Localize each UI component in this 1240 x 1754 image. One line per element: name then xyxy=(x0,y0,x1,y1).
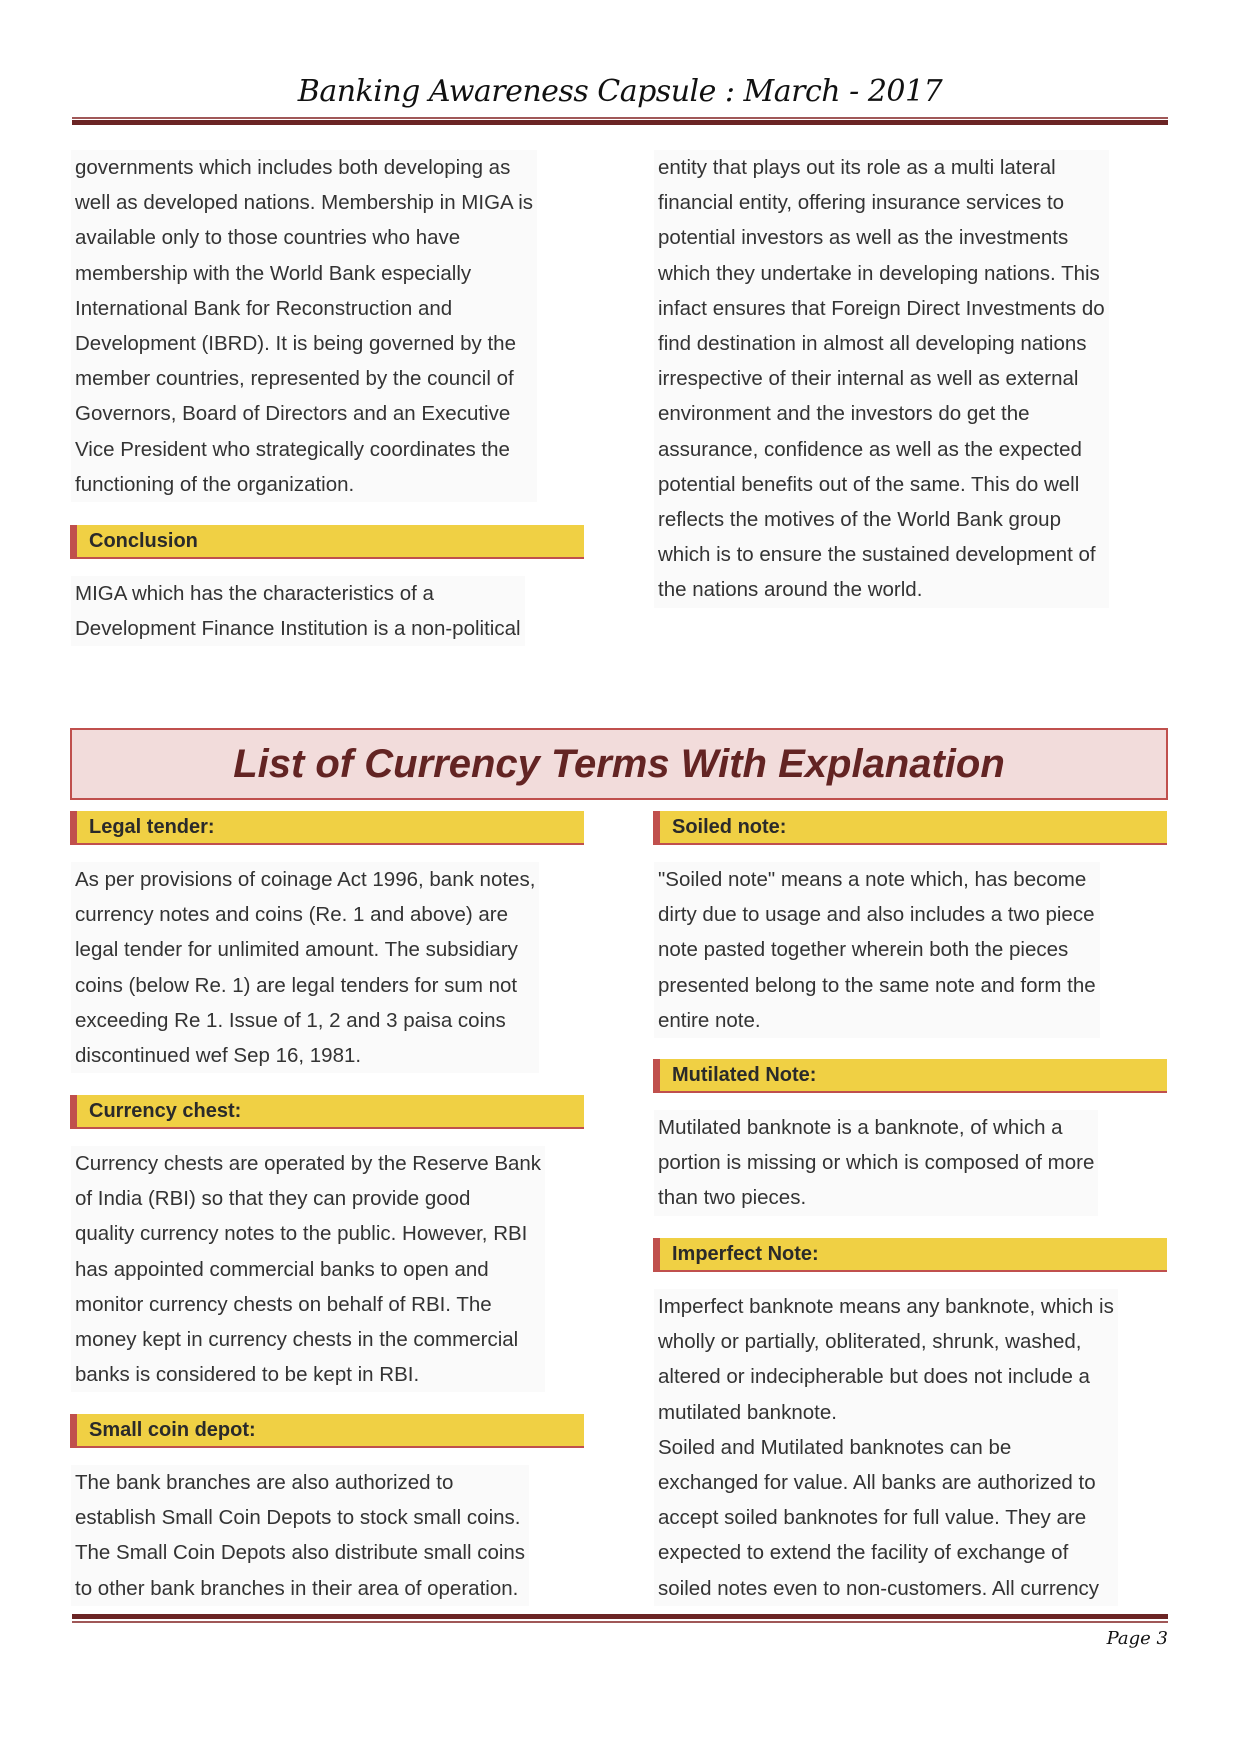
text-line: than two pieces. xyxy=(658,1186,807,1210)
text-line: Development Finance Institution is a non-political xyxy=(75,617,521,641)
text-line: functioning of the organization. xyxy=(75,472,355,496)
section-heading-legal-tender: Legal tender: xyxy=(70,811,584,845)
text-line: to other bank branches in their area of operation. xyxy=(75,1576,519,1600)
page-number: Page 3 xyxy=(1106,1628,1168,1649)
conclusion-paragraph xyxy=(71,576,525,646)
section-heading-small-coin-depot: Small coin depot: xyxy=(70,1414,584,1448)
text-line: Development (IBRD). It is being governed by the xyxy=(75,332,516,356)
text-line: assurance, confidence as well as the expected xyxy=(658,437,1082,461)
text-line: accept soiled banknotes for full value. They are xyxy=(658,1506,1087,1530)
text-line: of India (RBI) so that they can provide good xyxy=(75,1187,471,1211)
section-heading-conclusion: Conclusion xyxy=(70,525,584,559)
text-line: wholly or partially, obliterated, shrunk, washed, xyxy=(658,1330,1082,1354)
text-line: coins (below Re. 1) are legal tenders for sum not xyxy=(75,973,518,997)
text-line: well as developed nations. Membership in MIGA is xyxy=(75,191,534,215)
text-line: Governors, Board of Directors and an Executive xyxy=(75,402,511,426)
text-line: which is to ensure the sustained development of xyxy=(658,543,1096,567)
section-banner-title: List of Currency Terms With Explanation xyxy=(70,728,1168,800)
text-line: expected to extend the facility of exchange of xyxy=(658,1541,1069,1565)
text-line: the nations around the world. xyxy=(658,578,923,602)
text-line: governments which includes both developing as xyxy=(75,156,511,179)
text-line: banks is considered to be kept in RBI. xyxy=(75,1363,420,1387)
text-line: potential benefits out of the same. This do well xyxy=(658,472,1080,496)
text-line: has appointed commercial banks to open and xyxy=(75,1257,489,1281)
text-line: Currency chests are operated by the Reserve Bank xyxy=(75,1152,542,1175)
left-intro-paragraph xyxy=(71,150,537,502)
text-line: irrespective of their internal as well as external xyxy=(658,367,1079,391)
text-line: legal tender for unlimited amount. The subsidiary xyxy=(75,938,518,962)
text-line: As per provisions of coinage Act 1996, bank notes, xyxy=(75,868,536,891)
section-heading-currency-chest: Currency chest: xyxy=(70,1095,584,1129)
legal-tender-paragraph xyxy=(71,862,539,1073)
section-heading-mutilated-note: Mutilated Note: xyxy=(653,1059,1167,1093)
text-line: financial entity, offering insurance services to xyxy=(658,191,1065,215)
text-line: reflects the motives of the World Bank group xyxy=(658,508,1061,532)
section-heading-imperfect-note: Imperfect Note: xyxy=(653,1238,1167,1272)
text-line: environment and the investors do get the xyxy=(658,402,1030,426)
text-line: exchanged for value. All banks are authorized to xyxy=(658,1471,1096,1495)
text-line: available only to those countries who have xyxy=(75,226,461,250)
text-line: entity that plays out its role as a multi lateral xyxy=(658,156,1056,179)
text-line: Vice President who strategically coordinates the xyxy=(75,437,510,461)
text-line: Soiled and Mutilated banknotes can be xyxy=(658,1435,1012,1459)
text-line: mutilated banknote. xyxy=(658,1400,837,1424)
text-line: "Soiled note" means a note which, has become xyxy=(658,868,1087,891)
text-line: potential investors as well as the investments xyxy=(658,226,1069,250)
mutilated-note-paragraph xyxy=(654,1110,1098,1216)
text-line: altered or indecipherable but does not include a xyxy=(658,1365,1090,1389)
text-line: presented belong to the same note and form the xyxy=(658,973,1096,997)
imperfect-note-paragraph xyxy=(654,1289,1118,1606)
soiled-note-paragraph xyxy=(654,862,1100,1038)
text-line: which they undertake in developing nations. This xyxy=(658,261,1100,285)
text-line: exceeding Re 1. Issue of 1, 2 and 3 paisa coins xyxy=(75,1008,506,1032)
text-line: find destination in almost all developing nations xyxy=(658,332,1087,356)
section-heading-soiled-note: Soiled note: xyxy=(653,811,1167,845)
text-line: discontinued wef Sep 16, 1981. xyxy=(75,1044,362,1068)
text-line: entire note. xyxy=(658,1008,761,1032)
header-rule-thick xyxy=(72,120,1168,125)
text-line: The bank branches are also authorized to xyxy=(75,1471,454,1494)
text-line: dirty due to usage and also includes a two piece xyxy=(658,903,1095,927)
text-line: The Small Coin Depots also distribute small coins xyxy=(75,1541,526,1565)
text-line: soiled notes even to non-customers. All currency xyxy=(658,1576,1099,1600)
text-line: currency notes and coins (Re. 1 and above) are xyxy=(75,903,509,927)
text-line: Imperfect banknote means any banknote, which is xyxy=(658,1295,1114,1318)
text-line: portion is missing or which is composed of more xyxy=(658,1151,1095,1175)
small-coin-depot-paragraph xyxy=(71,1465,529,1606)
text-line: monitor currency chests on behalf of RBI. The xyxy=(75,1292,492,1316)
document-header-title: Banking Awareness Capsule : March - 2017 xyxy=(297,74,943,109)
footer-rule-thick xyxy=(72,1614,1168,1619)
text-line: quality currency notes to the public. However, RBI xyxy=(75,1222,528,1246)
footer-rule-thin xyxy=(72,1621,1168,1623)
header-rule-thin xyxy=(72,117,1168,119)
text-line: member countries, represented by the council of xyxy=(75,367,514,391)
text-line: infact ensures that Foreign Direct Investments do xyxy=(658,296,1105,320)
text-line: membership with the World Bank especially xyxy=(75,261,472,285)
text-line: MIGA which has the characteristics of a xyxy=(75,582,434,605)
text-line: money kept in currency chests in the commercial xyxy=(75,1328,519,1352)
text-line: International Bank for Reconstruction and xyxy=(75,296,453,320)
currency-chest-paragraph xyxy=(71,1146,545,1392)
right-intro-paragraph xyxy=(654,150,1109,608)
text-line: establish Small Coin Depots to stock small coins. xyxy=(75,1506,521,1530)
text-line: note pasted together wherein both the pieces xyxy=(658,938,1069,962)
text-line: Mutilated banknote is a banknote, of which a xyxy=(658,1116,1063,1139)
